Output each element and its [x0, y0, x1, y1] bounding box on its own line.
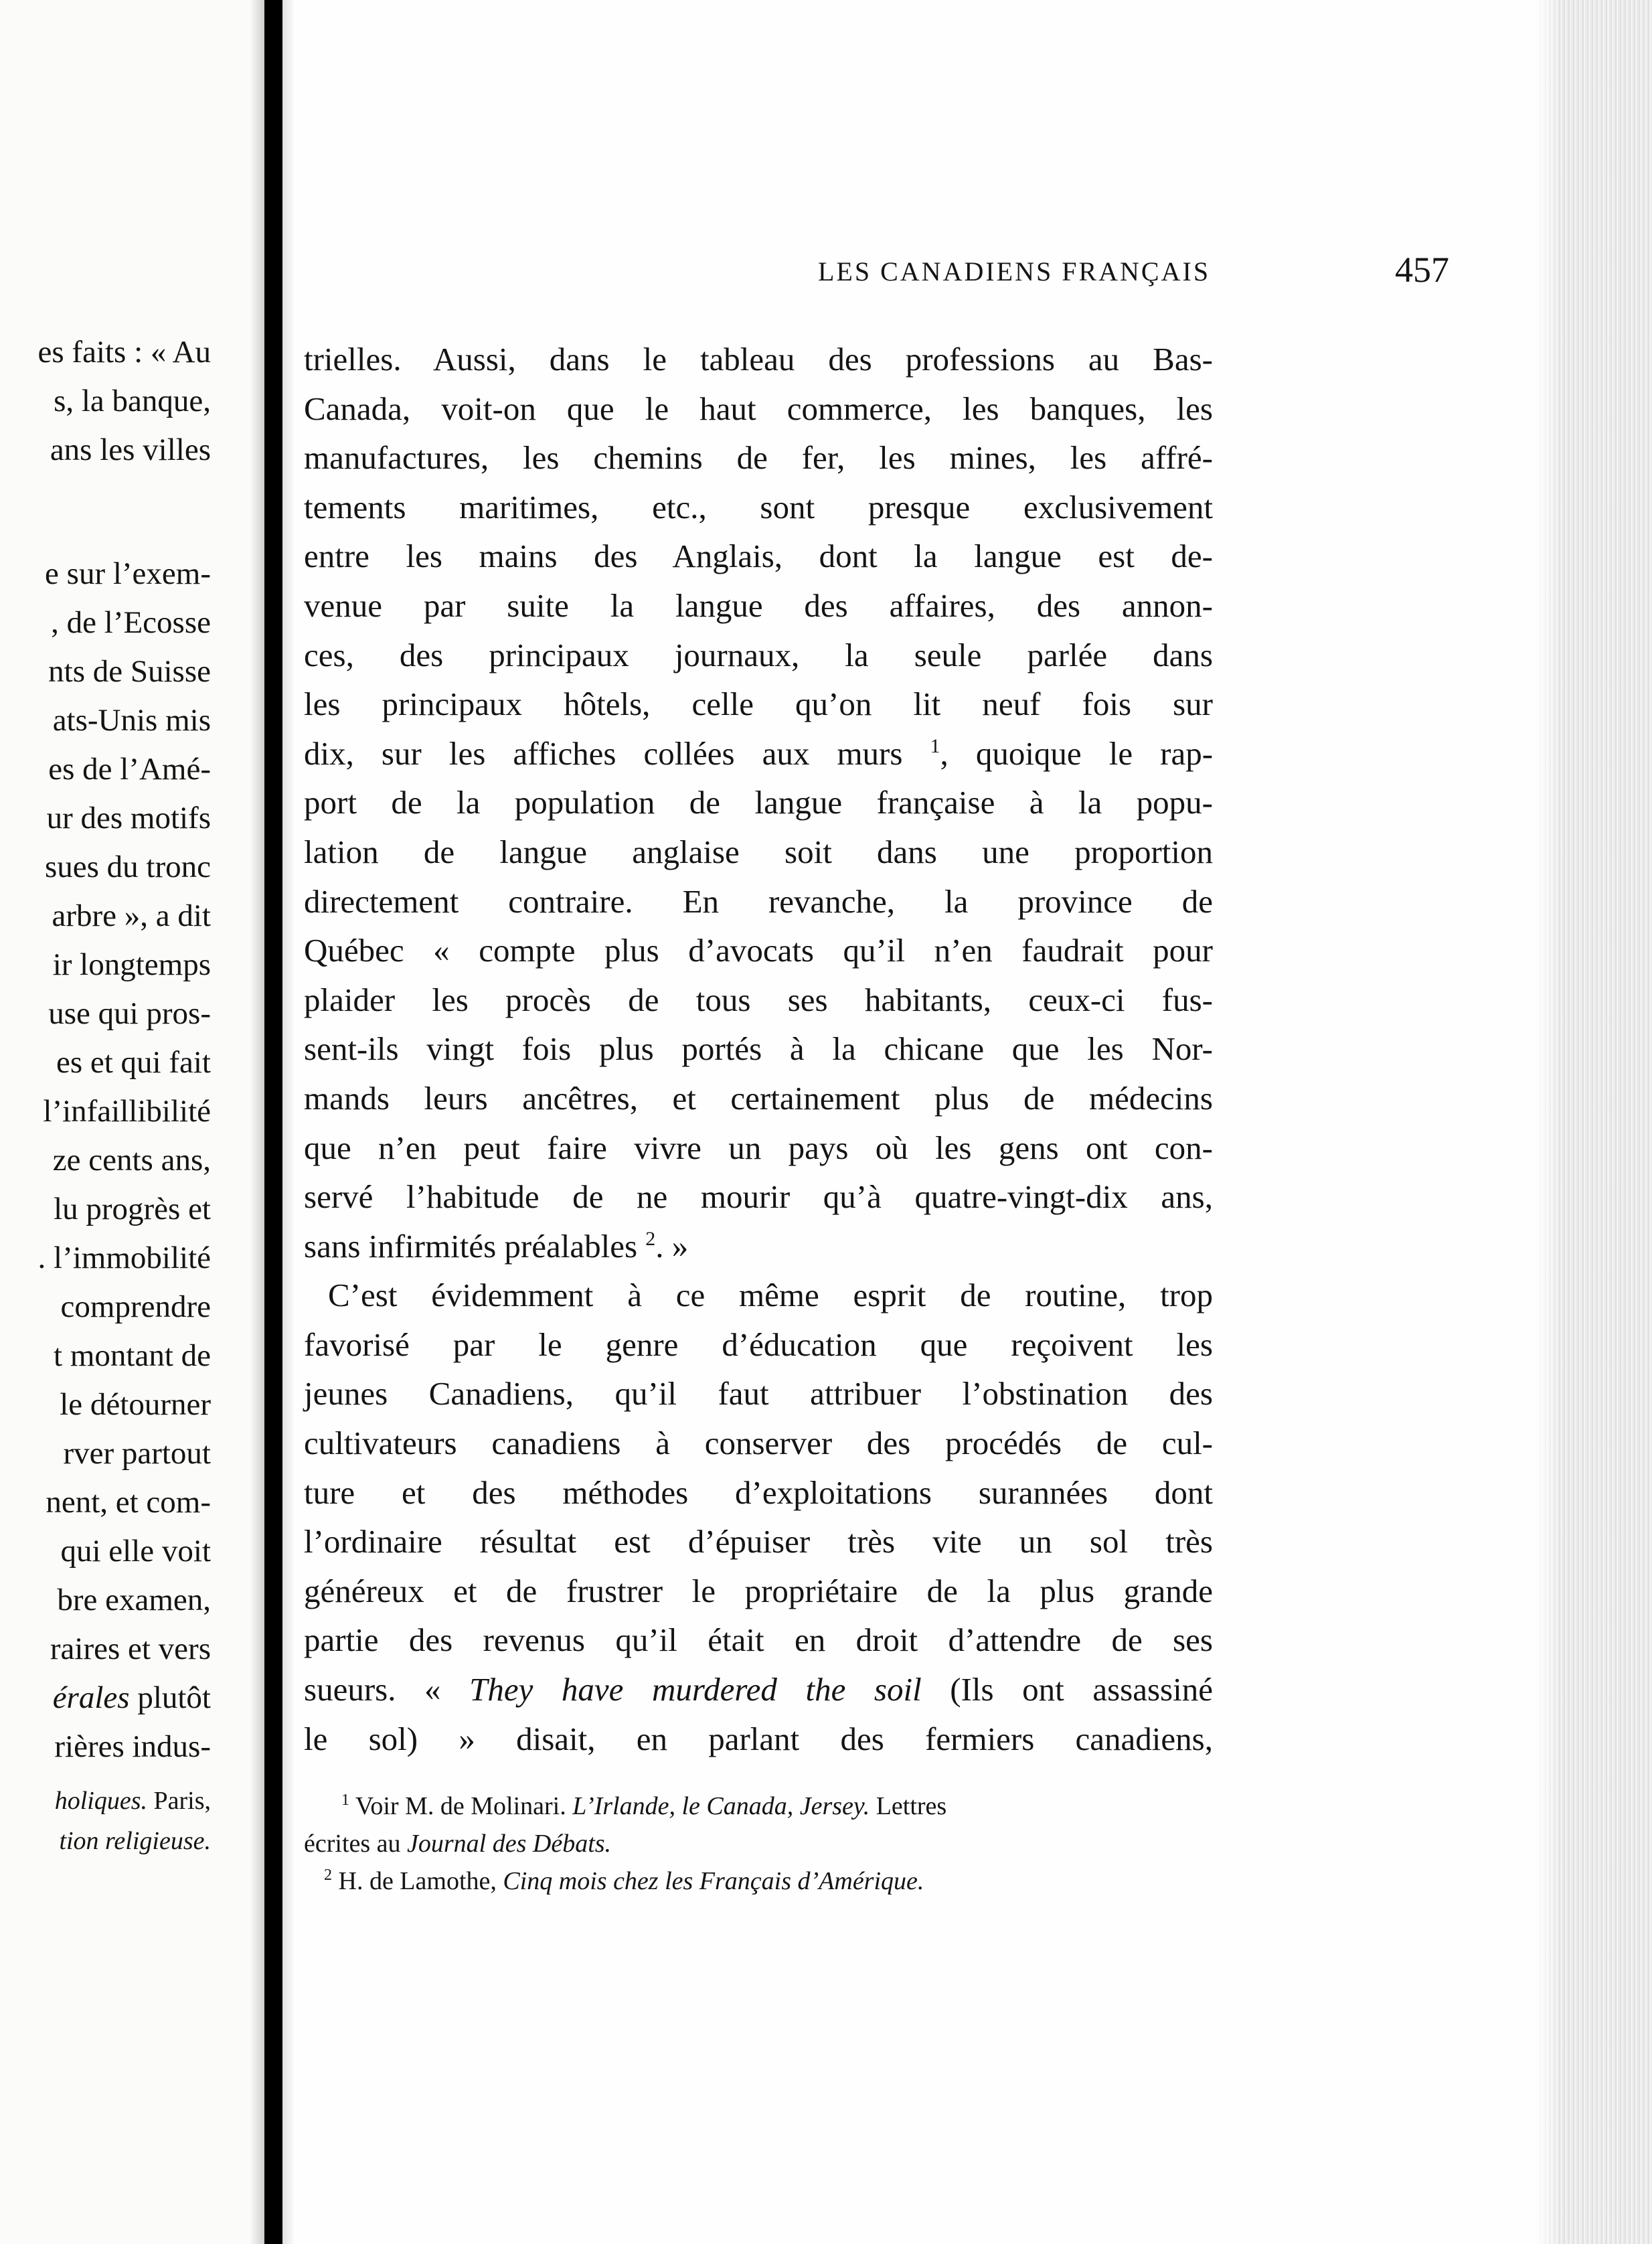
text-segment: , quoique le rap-	[940, 734, 1214, 772]
text-line: port de la population de langue française à la popu-	[304, 784, 1213, 821]
text-line: mands leurs ancêtres, et certainement plus de médecins	[304, 1079, 1213, 1117]
page-number: 457	[1395, 250, 1449, 290]
text-segment: Voir M. de Molinari.	[355, 1792, 566, 1820]
footnote-2	[304, 1862, 1201, 1900]
left-text-line: raires et vers	[50, 1631, 211, 1666]
footnote-1	[304, 1787, 1201, 1862]
footnotes	[304, 1787, 1201, 1900]
text-segment: . »	[655, 1227, 689, 1265]
left-page-text	[0, 328, 211, 1771]
left-footnote-line: holiques. Paris,	[54, 1787, 211, 1815]
text-line: entre les mains des Anglais, dont la langue est de-	[304, 538, 1213, 575]
left-text-line: lu progrès et	[54, 1192, 211, 1226]
right-page	[282, 0, 1652, 2244]
text-line: tements maritimes, etc., sont presque exclusivement	[304, 488, 1213, 526]
text-line: ces, des principaux journaux, la seule parlée dans	[304, 636, 1213, 673]
text-line: lation de langue anglaise soit dans une proportion	[304, 833, 1213, 870]
left-text-line: arbre », a dit	[52, 898, 211, 933]
left-text-line: qui elle voit	[60, 1534, 211, 1569]
italic-fragment: érales	[52, 1680, 130, 1715]
left-text-line: t montant de	[54, 1338, 211, 1373]
footnote-title: Journal des Débats.	[407, 1830, 612, 1858]
left-text-line: bre examen,	[57, 1583, 211, 1617]
footnote-mark: 2	[324, 1866, 332, 1884]
left-text-line: e sur l’exem-	[45, 556, 211, 591]
text-line: cultivateurs canadiens à conserver des procédés de cul-	[304, 1425, 1213, 1462]
text-line: ture et des méthodes d’exploitations surannées dont	[304, 1473, 1213, 1511]
paragraph-gap	[0, 475, 211, 550]
left-text-line: le détourner	[60, 1387, 211, 1422]
left-text-line: . l’immobilité	[37, 1240, 211, 1275]
footnote-ref-2: 2	[645, 1227, 656, 1250]
text-line	[304, 1222, 1213, 1271]
footnote-ref-1: 1	[930, 734, 940, 757]
left-text-line: nts de Suisse	[48, 654, 211, 689]
left-text-line: es et qui fait	[56, 1045, 211, 1080]
italic-fragment: tion religieuse.	[59, 1827, 211, 1855]
text-line: partie des revenus qu’il était en droit d’attendre de ses	[304, 1621, 1213, 1659]
text-line: l’ordinaire résultat est d’épuiser très vite un sol très	[304, 1523, 1213, 1560]
left-text-line: es faits : « Au	[37, 335, 211, 370]
text-segment: Lettres	[876, 1792, 947, 1820]
running-head: LES CANADIENS FRANÇAIS	[818, 256, 1211, 287]
text-line: trielles. Aussi, dans le tableau des professions au Bas-	[304, 341, 1213, 378]
text-line: favorisé par le genre d’éducation que reçoivent les	[304, 1326, 1213, 1363]
footnote-line	[304, 1825, 1201, 1862]
text-line: plaider les procès de tous ses habitants, ceux-ci fus-	[304, 981, 1213, 1018]
footnote-mark: 1	[341, 1791, 349, 1809]
text-line: directement contraire. En revanche, la province de	[304, 882, 1213, 920]
text-line: les principaux hôtels, celle qu’on lit neuf fois sur	[304, 686, 1213, 723]
left-text-line: ur des motifs	[46, 801, 211, 835]
gutter-shadow	[250, 0, 264, 2244]
paragraph-2	[304, 1271, 1213, 1763]
left-page-footnotes	[0, 1781, 211, 1861]
body-text	[304, 335, 1213, 1763]
left-text-line: ir longtemps	[52, 947, 211, 982]
left-text-line: use qui pros-	[48, 996, 211, 1031]
text-line: Canada, voit-on que le haut commerce, les banques, les	[304, 390, 1213, 427]
left-text-line: , de l’Ecosse	[51, 605, 211, 640]
left-text-line: sues du tronc	[44, 850, 211, 884]
gutter-shadow-right	[282, 0, 295, 2244]
left-text-line: es de l’Amé-	[48, 752, 211, 787]
paragraph-1	[304, 335, 1213, 1271]
page-fore-edge	[1535, 0, 1652, 2244]
text-segment: sans infirmités préalables	[304, 1227, 638, 1265]
left-text-line: ans les villes	[50, 432, 211, 467]
text-line	[304, 729, 1213, 779]
footnote-title: Cinq mois chez les Français d’Amérique.	[503, 1867, 924, 1895]
text-line: manufactures, les chemins de fer, les mines, les affré-	[304, 439, 1213, 477]
text-segment: H. de Lamothe,	[338, 1867, 497, 1895]
italic-fragment: holiques.	[54, 1787, 147, 1815]
left-text-line: ats-Unis mis	[52, 703, 211, 738]
text-line: servé l’habitude de ne mourir qu’à quatre-vingt-dix ans,	[304, 1178, 1213, 1216]
text-line: jeunes Canadiens, qu’il faut attribuer l’obstination des	[304, 1375, 1213, 1413]
left-page-fragment	[0, 0, 264, 2244]
left-footnote-line	[0, 1821, 211, 1861]
left-text-line: l’infaillibilité	[43, 1094, 211, 1129]
text-segment: écrites au	[304, 1830, 401, 1858]
footnote-line	[304, 1862, 1201, 1900]
text-segment: sueurs. «	[304, 1671, 441, 1708]
text-line: généreux et de frustrer le propriétaire de la plus grande	[304, 1572, 1213, 1609]
text-line: venue par suite la langue des affaires, des annon-	[304, 586, 1213, 624]
left-text-line: s, la banque,	[54, 384, 211, 418]
left-text-line: érales plutôt	[52, 1680, 211, 1715]
left-text-line: rver partout	[63, 1436, 211, 1471]
italic-quote: They have murdered the soil	[469, 1671, 922, 1708]
text-line	[304, 1665, 1213, 1714]
text-line: sent-ils vingt fois plus portés à la chicane que les Nor-	[304, 1030, 1213, 1068]
text-segment: (Ils ont assassiné	[950, 1671, 1213, 1708]
footnote-title: L’Irlande, le Canada, Jersey.	[572, 1792, 870, 1820]
text-segment: dix, sur les affiches collées aux murs	[304, 734, 903, 772]
text-line: Québec « compte plus d’avocats qu’il n’en faudrait pour	[304, 932, 1213, 969]
text-line: le sol) » disait, en parlant des fermiers canadiens,	[304, 1720, 1213, 1757]
footnote-line	[304, 1787, 1201, 1825]
left-text-line: ze cents ans,	[52, 1143, 211, 1178]
left-text-line: rières indus-	[54, 1729, 211, 1764]
text-line: C’est évidemment à ce même esprit de routine, trop	[328, 1277, 1213, 1314]
left-text-line: nent, et com-	[46, 1485, 211, 1520]
left-text-line: comprendre	[60, 1289, 211, 1324]
text-line: que n’en peut faire vivre un pays où les gens ont con-	[304, 1129, 1213, 1166]
